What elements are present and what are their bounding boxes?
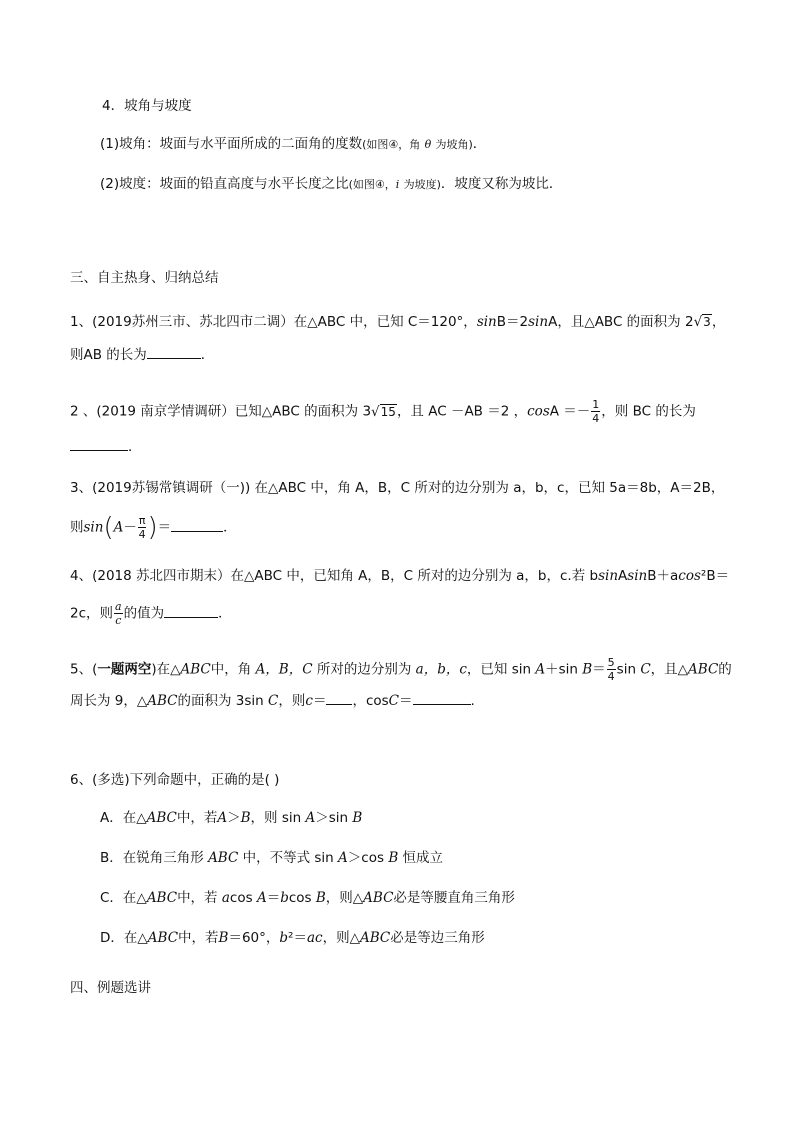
var: A <box>305 810 316 826</box>
question-4-line-2 <box>70 600 232 627</box>
sin-function: sin <box>627 568 648 584</box>
text: 2 、(2019 南京学情调研）已知△ABC 的面积为 3 <box>70 403 372 420</box>
radicand: 3 <box>703 315 711 329</box>
text: 1、(2019苏州三市、苏北四市二调）在△ABC 中，已知 C＝120°， <box>70 314 477 330</box>
slope-ratio-definition <box>100 174 562 195</box>
question-1-line-1 <box>70 312 725 332</box>
denominator: 4 <box>138 528 146 541</box>
question-3-line-2 <box>70 514 237 541</box>
text: ＞cos <box>347 850 385 866</box>
text: ，且△ <box>650 661 689 678</box>
var: B <box>582 661 593 678</box>
text: 5、( <box>70 661 98 678</box>
text: － <box>123 519 137 536</box>
sin-function: sin <box>598 568 619 584</box>
text: )在△ <box>151 661 181 678</box>
text: 为坡角) <box>435 138 473 151</box>
text: A．在△ <box>100 810 147 826</box>
text: ，且 AC －AB ＝2 ， <box>396 403 528 420</box>
text: ²＝ <box>288 930 307 946</box>
answer-blank[interactable] <box>70 436 128 451</box>
sin-function: sin <box>528 314 549 330</box>
side-names: a，b，c <box>415 661 467 678</box>
text: ，已知 sin <box>466 661 532 678</box>
question-4-line-1 <box>70 566 729 586</box>
text: 为坡度) <box>403 178 441 191</box>
fraction-pi-4 <box>138 514 147 541</box>
triangle-name: ABC <box>147 693 178 709</box>
text: cos <box>288 890 312 906</box>
text: ＝ <box>266 890 281 906</box>
sin-function: sin <box>83 519 104 536</box>
text: 周长为 9，△ <box>70 693 148 709</box>
denominator: 4 <box>592 412 600 425</box>
text: ＝ <box>399 693 413 709</box>
text: 中，角 <box>210 661 252 678</box>
numerator: 1 <box>592 398 600 411</box>
question-5-line-1 <box>70 656 732 683</box>
var: A <box>256 890 267 906</box>
text: D．在△ <box>100 930 148 946</box>
text: ＞ <box>227 810 241 826</box>
text: 中，若 <box>176 810 218 826</box>
text: C．在△ <box>100 890 147 906</box>
i-symbol: i <box>395 178 400 191</box>
text: (1)坡角：坡面与水平面所成的二面角的度数 <box>100 136 363 152</box>
sin-function: sin <box>476 314 497 330</box>
text: A，且△ABC 的面积为 2 <box>548 314 694 330</box>
var: C <box>268 693 279 709</box>
var: B <box>218 930 229 946</box>
text: 的值为 <box>123 605 165 622</box>
text: ． <box>200 347 215 363</box>
var: b <box>279 930 289 946</box>
text: ＞sin <box>315 810 349 826</box>
option-D[interactable] <box>100 928 485 948</box>
right-paren: ) <box>147 512 158 543</box>
section-title: 4．坡角与坡度 <box>102 98 192 114</box>
answer-blank[interactable] <box>164 603 218 618</box>
text: sin <box>616 661 637 678</box>
numerator: π <box>138 514 146 527</box>
question-1-line-2 <box>70 344 214 365</box>
denominator: c <box>115 614 122 627</box>
sqrt-15: √15 <box>371 403 396 420</box>
theta-symbol: θ <box>424 138 432 151</box>
answer-blank[interactable] <box>171 517 223 532</box>
var: b <box>280 890 289 906</box>
text: ，则△ <box>325 890 364 906</box>
slope-angle-definition <box>100 134 486 155</box>
var: C <box>640 661 651 678</box>
var: A <box>217 810 228 826</box>
text: 的 <box>718 661 732 678</box>
text: ，cos <box>352 693 389 709</box>
text: 则AB 的长为 <box>70 347 147 363</box>
question-5-line-2 <box>70 690 475 711</box>
question-6-stem: 6、(多选)下列命题中，正确的是( ) <box>70 772 280 788</box>
text: B．在锐角三角形 <box>100 850 204 866</box>
text: (如图④，角 <box>362 138 421 151</box>
var: A <box>338 850 348 866</box>
denominator: 4 <box>607 670 615 683</box>
text: 中，若 <box>178 930 219 946</box>
text: ． <box>472 136 487 152</box>
fraction-1-4 <box>591 398 600 425</box>
text: ， <box>711 314 726 330</box>
question-3-line-1: 3、(2019苏锡常镇调研（一)) 在△ABC 中，角 A，B，C 所对的边分别为 a，b，c，已知 5a＝8b，A＝2B， <box>70 480 725 496</box>
text: 2c，则 <box>70 605 114 622</box>
text: ． <box>223 519 237 536</box>
var: c <box>305 693 313 709</box>
triangle-name: ABC <box>180 661 211 678</box>
option-C[interactable] <box>100 888 515 908</box>
text: A <box>618 568 628 584</box>
text: . <box>470 693 475 709</box>
question-2-line-2 <box>70 436 142 457</box>
triangle-name: ABC <box>359 930 391 946</box>
fraction-a-c <box>114 600 123 627</box>
text: ． <box>218 605 232 622</box>
text: B＋a <box>647 568 679 584</box>
var: ac <box>306 930 323 946</box>
numerator: a <box>115 600 122 613</box>
text: ＝ <box>592 661 606 678</box>
text: ，则△ <box>322 930 360 946</box>
var: C <box>388 693 400 709</box>
text: ，则 BC 的长为 <box>601 403 696 420</box>
left-paren: ( <box>103 512 114 543</box>
text: (2)坡度：坡面的铅直高度与水平长度之比 <box>100 176 349 192</box>
triangle-name: ABC <box>147 930 179 946</box>
section-heading-examples: 四、例题选讲 <box>70 980 151 996</box>
text: 中，不等式 sin <box>242 850 334 866</box>
section-heading-warmup: 三、自主热身、归纳总结 <box>70 270 219 286</box>
triangle-name: ABC <box>208 850 239 866</box>
text: ＝ <box>312 693 327 709</box>
text: 则 <box>70 519 84 536</box>
var: B <box>240 810 251 826</box>
text: A ＝－ <box>549 403 591 420</box>
text: 中，若 <box>177 890 218 906</box>
text: B＝2 <box>496 314 529 330</box>
answer-blank-cosC[interactable] <box>413 690 471 705</box>
text: 所对的边分别为 <box>316 661 412 678</box>
text: ，则 sin <box>250 810 302 826</box>
text: ． <box>128 439 142 455</box>
numerator: 5 <box>607 656 615 669</box>
var: B <box>315 890 326 906</box>
var: A <box>535 661 546 678</box>
option-B[interactable] <box>100 848 443 868</box>
triangle-name: ABC <box>146 890 178 906</box>
angle-names: A，B，C <box>255 661 313 678</box>
cos-function: cos <box>678 568 701 584</box>
text: 必是等边三角形 <box>390 930 485 946</box>
text: 的面积为 3sin <box>177 693 264 709</box>
text: ．坡度又称为坡比． <box>440 176 563 192</box>
text: ＝60°， <box>228 930 280 946</box>
var: B <box>388 850 399 866</box>
triangle-name: ABC <box>146 810 177 826</box>
triangle-name: ABC <box>688 661 719 678</box>
two-blank-label: 一题两空 <box>97 661 152 678</box>
text: 必是等腰直角三角形 <box>393 890 515 906</box>
cos-function: cos <box>527 403 550 420</box>
text: ²B＝ <box>700 568 730 584</box>
radicand: 15 <box>380 404 396 419</box>
answer-blank[interactable] <box>147 344 201 359</box>
text: 4、(2018 苏北四市期末）在△ABC 中，已知角 A，B，C 所对的边分别为 a，b，c.若 b <box>70 568 599 584</box>
answer-blank-c[interactable] <box>326 690 352 705</box>
text: ＝ <box>157 519 172 536</box>
triangle-name: ABC <box>363 890 394 906</box>
option-A[interactable] <box>100 808 362 828</box>
angle-A: A <box>113 519 124 536</box>
question-2-line-1 <box>70 398 696 425</box>
text: ，则 <box>278 693 306 709</box>
text: (如图④， <box>348 178 396 191</box>
text: cos <box>229 890 253 906</box>
fraction-5-4 <box>607 656 616 683</box>
var: B <box>352 810 363 826</box>
text: 恒成立 <box>402 850 444 866</box>
sqrt-3: √3 <box>693 314 711 330</box>
var: a <box>221 890 230 906</box>
text: ＋sin <box>545 661 578 678</box>
